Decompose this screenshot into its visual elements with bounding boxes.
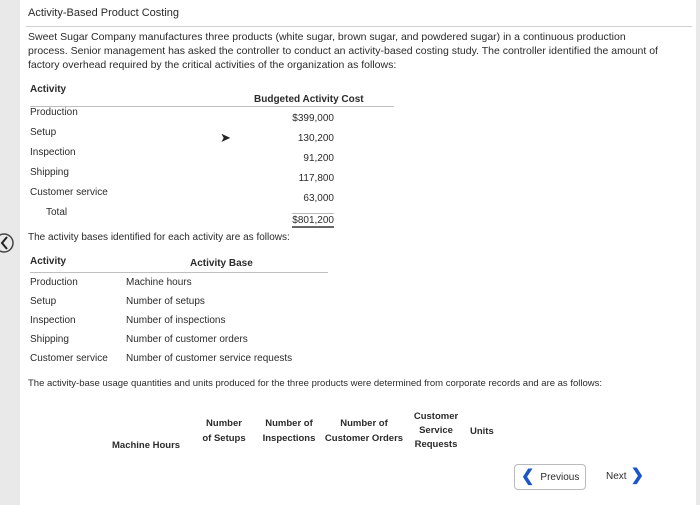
activity-label: Setup: [30, 127, 57, 138]
bases-intro: The activity bases identified for each activity are as follows:: [28, 232, 290, 243]
col-inspections: Number of Inspections: [262, 418, 316, 444]
table-row: [30, 107, 394, 127]
activity-label: Shipping: [30, 167, 69, 178]
activity-base: Number of customer orders: [126, 334, 248, 345]
table-row: [30, 330, 328, 349]
chevron-right-icon: ❯: [630, 467, 644, 484]
activity-base: Machine hours: [126, 277, 192, 288]
previous-label: Previous: [540, 471, 580, 483]
cost-value: $399,000: [292, 113, 334, 124]
previous-button[interactable]: [514, 464, 586, 490]
cost-table-header: [30, 84, 394, 107]
activity-label: Shipping: [30, 334, 69, 345]
col-activity-base: Activity Base: [190, 258, 253, 269]
activity-label: Customer service: [30, 187, 108, 198]
chevron-left-icon: ❮: [521, 468, 535, 485]
col-machine-hours: Machine Hours: [112, 440, 181, 451]
page-header: [26, 6, 692, 27]
table-row: [30, 273, 328, 292]
col-units: Units: [470, 426, 494, 437]
col-service-requests: Customer Service Requests: [413, 411, 459, 450]
activity-base: Number of customer service requests: [126, 353, 293, 364]
base-table-header: [30, 256, 328, 273]
content-panel: [20, 0, 696, 505]
cost-value: 91,200: [303, 153, 334, 164]
total-label: Total: [46, 207, 68, 218]
activity-base: Number of setups: [126, 296, 205, 307]
budgeted-cost-table: [30, 84, 394, 227]
next-label: Next: [606, 470, 627, 482]
back-arrow-button[interactable]: [0, 232, 22, 254]
table-row: [30, 349, 328, 368]
next-button[interactable]: [596, 464, 664, 488]
activity-label: Inspection: [30, 147, 76, 158]
table-row: [30, 167, 394, 187]
col-budgeted-cost: Budgeted Activity Cost: [254, 94, 364, 105]
mouse-cursor-icon: ➤: [220, 130, 231, 145]
intro-paragraph: Sweet Sugar Company manufactures three products (white sugar, brown sugar, and powdered sugar) in a continuous production process. Senior management has asked the controller to conduct an activity-based costing study. The controller identified the amount of factory overhead required by the critical activities of the organization as follows:: [28, 31, 658, 71]
cost-value: 63,000: [303, 193, 334, 204]
col-activity: Activity: [30, 84, 67, 95]
usage-intro: The activity-base usage quantities and units produced for the three products were determined from corporate records and are as follows:: [28, 378, 603, 389]
total-row: [30, 207, 394, 227]
cost-value: 130,200: [297, 133, 334, 144]
activity-label: Setup: [30, 296, 57, 307]
page-title: Activity-Based Product Costing: [28, 7, 180, 19]
col-customer-orders: Number of Customer Orders: [324, 418, 404, 444]
activity-label: Production: [30, 107, 78, 118]
activity-label: Production: [30, 277, 78, 288]
table-row: [30, 311, 328, 330]
table-row: [30, 187, 394, 207]
chevron-left-icon: [0, 232, 22, 254]
activity-label: Customer service: [30, 353, 108, 364]
cost-value: 117,800: [298, 173, 334, 184]
col-setups: Number of Setups: [202, 418, 246, 444]
activity-label: Inspection: [30, 315, 76, 326]
table-row: [30, 147, 394, 167]
table-row: [30, 127, 394, 147]
activity-base-table: [30, 256, 328, 368]
total-value: $801,200: [292, 215, 334, 226]
table-row: [30, 292, 328, 311]
col-activity: Activity: [30, 256, 67, 267]
activity-base: Number of inspections: [126, 315, 226, 326]
